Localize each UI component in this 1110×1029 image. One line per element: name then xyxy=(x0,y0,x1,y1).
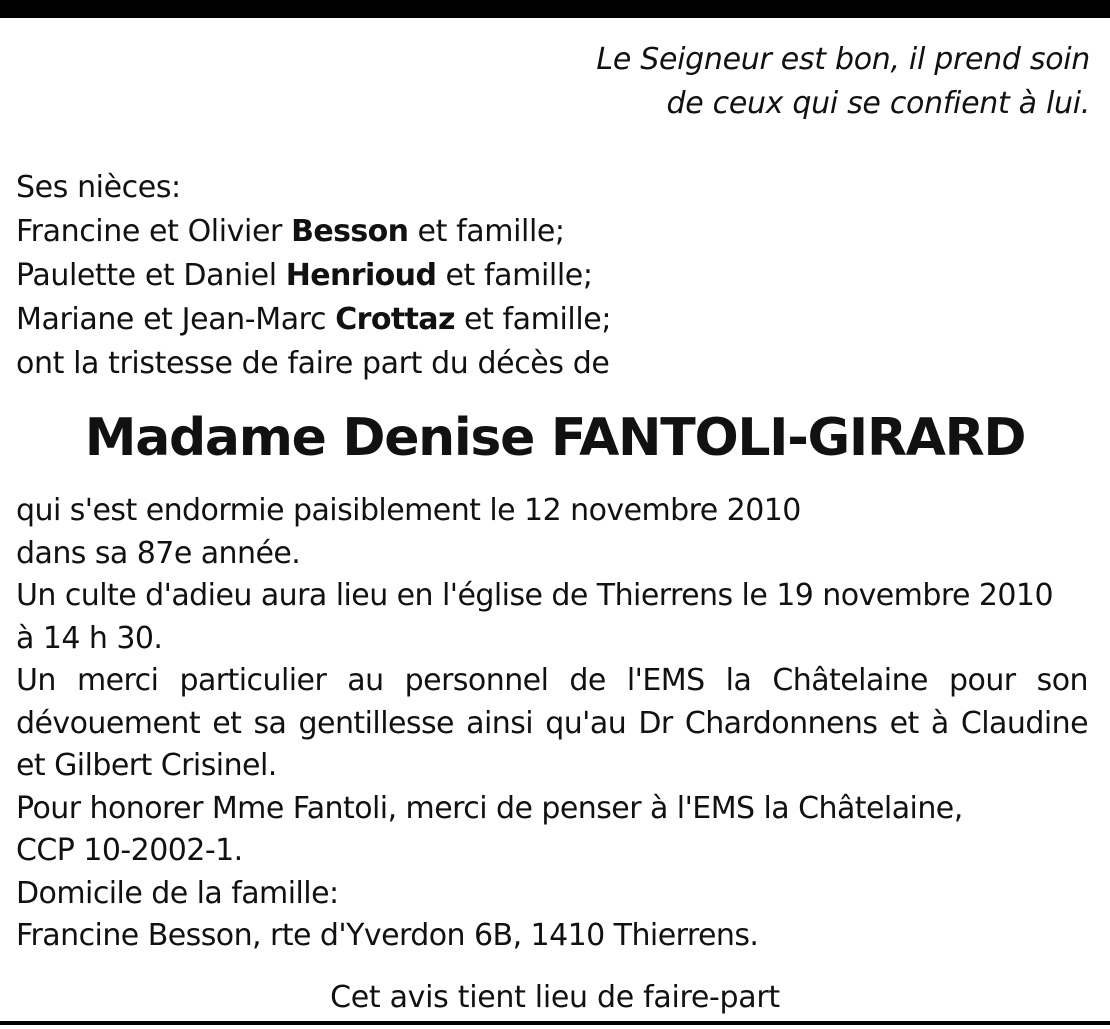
nieces-heading: Ses nièces: xyxy=(16,170,181,205)
family-first-names: Francine et Olivier xyxy=(16,214,282,249)
age-line: dans sa 87e année. xyxy=(16,535,301,571)
family-intro xyxy=(16,166,611,386)
family-line xyxy=(16,298,611,342)
service-time: à 14 h 30. xyxy=(16,620,163,656)
top-border-rule xyxy=(0,0,1110,18)
family-line xyxy=(16,254,611,298)
bottom-border-rule xyxy=(0,1021,1110,1025)
family-surname: Henrioud xyxy=(285,258,437,293)
domicile-address: Francine Besson, rte d'Yverdon 6B, 1410 Thierrens. xyxy=(16,918,759,953)
notice-body xyxy=(16,490,1088,958)
service-line: Un culte d'adieu aura lieu en l'église de Thierrens le 19 novembre 2010 xyxy=(16,578,1054,613)
announcement-line: ont la tristesse de faire part du décès de xyxy=(16,346,610,381)
epigraph xyxy=(596,38,1090,126)
family-suffix: et famille; xyxy=(417,214,565,249)
donation-line: Pour honorer Mme Fantoli, merci de penser à l'EMS la Châtelaine, xyxy=(16,790,963,826)
family-first-names: Paulette et Daniel xyxy=(16,258,277,293)
thanks-paragraph: Un merci particulier au personnel de l'EMS la Châtelaine pour son dévouement et sa gentillesse ainsi qu'au Dr Chardonnens et à Claudine et Gilbert Crisinel. xyxy=(16,663,1088,783)
closing-note: Cet avis tient lieu de faire-part xyxy=(330,980,780,1015)
family-surname: Crottaz xyxy=(335,302,455,337)
family-first-names: Mariane et Jean-Marc xyxy=(16,302,327,337)
family-line xyxy=(16,210,611,254)
passing-line: qui s'est endormie paisiblement le 12 novembre 2010 xyxy=(16,493,801,528)
epigraph-line-1: Le Seigneur est bon, il prend soin xyxy=(596,42,1090,77)
domicile-label: Domicile de la famille: xyxy=(16,875,339,911)
family-suffix: et famille; xyxy=(463,302,612,337)
family-surname: Besson xyxy=(291,214,409,249)
family-suffix: et famille; xyxy=(445,258,593,293)
epigraph-line-2: de ceux qui se confient à lui. xyxy=(666,86,1090,121)
donation-ccp: CCP 10-2002-1. xyxy=(16,833,243,868)
deceased-name: Madame Denise FANTOLI-GIRARD xyxy=(84,408,1026,468)
